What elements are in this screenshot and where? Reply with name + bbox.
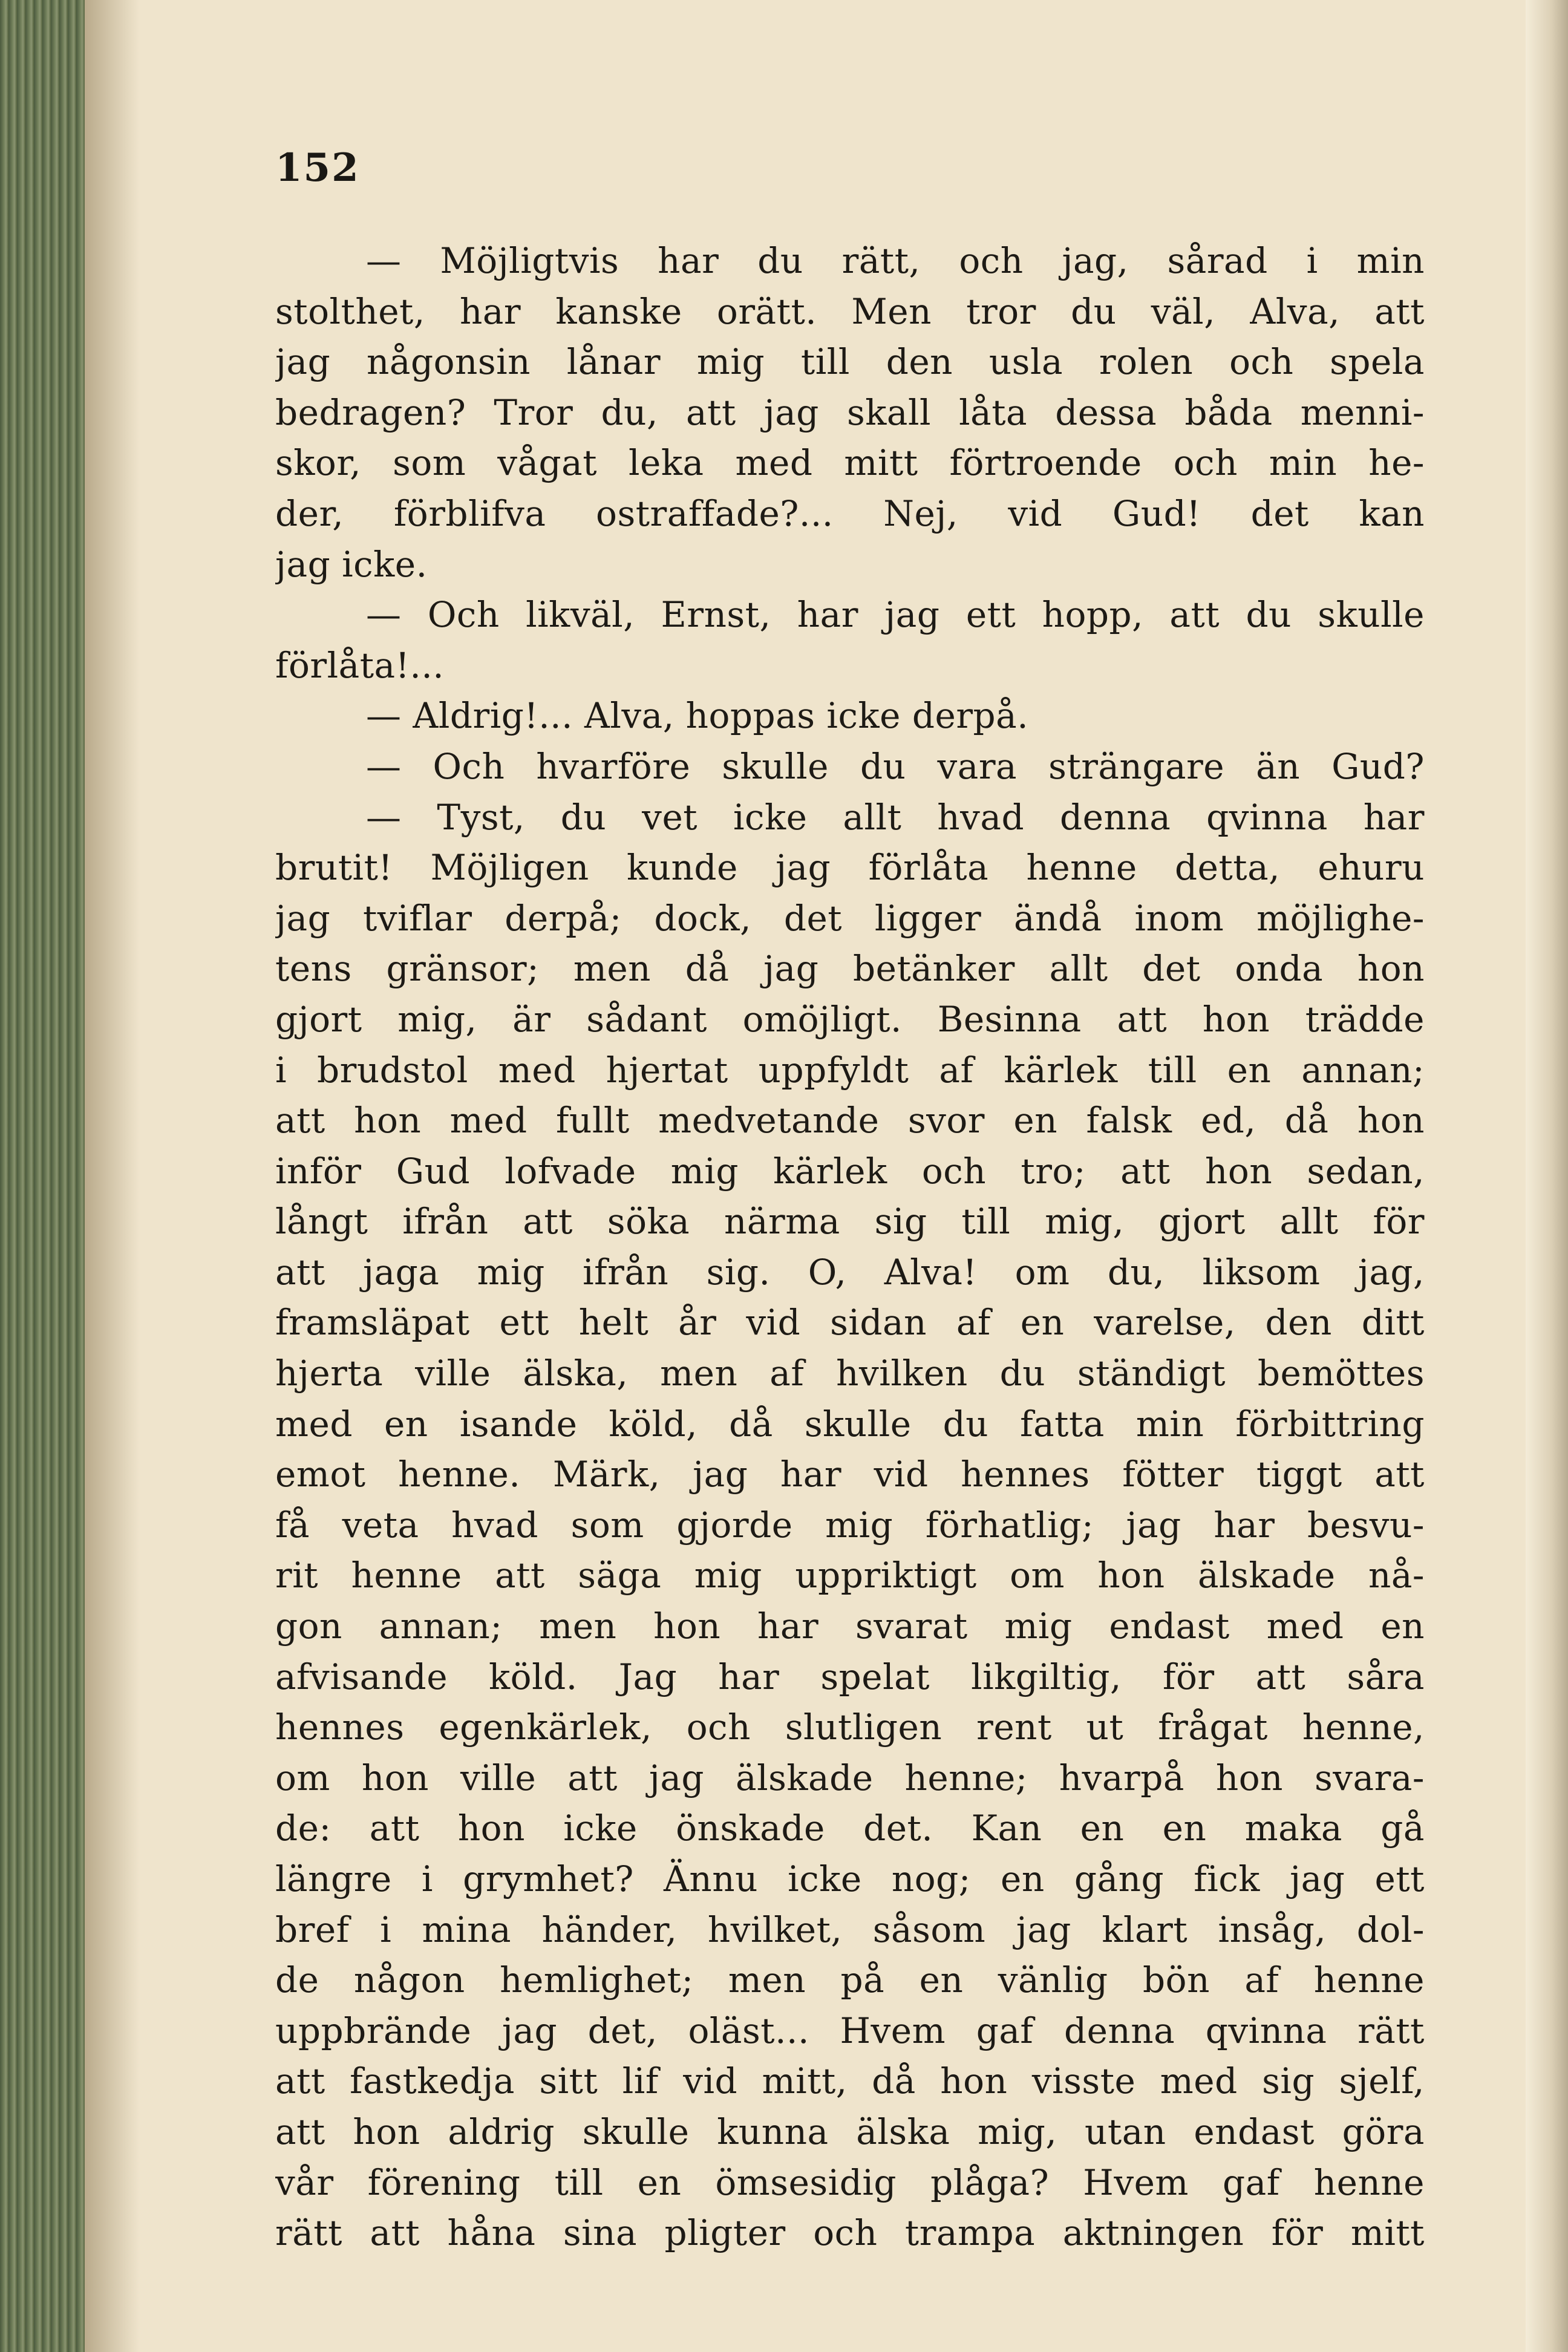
text-line: skor, som vågat leka med mitt förtroende och min he- bbox=[275, 442, 1425, 484]
text-line: framsläpat ett helt år vid sidan af en varelse, den ditt bbox=[275, 1302, 1425, 1344]
text-line: jag icke. bbox=[275, 543, 428, 585]
text-line: rätt att håna sina pligter och trampa aktningen för mitt bbox=[275, 2212, 1425, 2254]
page-edge bbox=[1526, 0, 1568, 2352]
text-line: — Möjligtvis har du rätt, och jag, sårad i min bbox=[366, 240, 1425, 281]
text-line: emot henne. Märk, jag har vid hennes fötter tiggt att bbox=[275, 1454, 1425, 1495]
text-line: de någon hemlighet; men på en vänlig bön af henne bbox=[275, 1959, 1425, 2001]
text-line: hjerta ville älska, men af hvilken du ständigt bemöttes bbox=[275, 1353, 1425, 1394]
text-line: gon annan; men hon har svarat mig endast med en bbox=[275, 1606, 1425, 1647]
text-line: tens gränsor; men då jag betänker allt det onda hon bbox=[275, 948, 1425, 990]
text-line: brutit! Möjligen kunde jag förlåta henne detta, ehuru bbox=[275, 847, 1425, 889]
gutter-shadow bbox=[85, 0, 139, 2352]
text-body bbox=[275, 236, 1425, 2259]
text-line: långt ifrån att söka närma sig till mig, gjort allt för bbox=[275, 1201, 1425, 1243]
text-line: om hon ville att jag älskade henne; hvarpå hon svara- bbox=[275, 1757, 1425, 1798]
text-line: att hon med fullt medvetande svor en falsk ed, då hon bbox=[275, 1100, 1425, 1142]
text-line: att hon aldrig skulle kunna älska mig, utan endast göra bbox=[275, 2111, 1425, 2152]
text-line: vår förening till en ömsesidig plåga? Hvem gaf henne bbox=[275, 2161, 1425, 2203]
text-line: — Tyst, du vet icke allt hvad denna qvinna har bbox=[366, 796, 1425, 838]
text-line: bref i mina händer, hvilket, såsom jag klart insåg, dol- bbox=[275, 1909, 1425, 1950]
text-line: — Och likväl, Ernst, har jag ett hopp, att du skulle bbox=[366, 594, 1425, 636]
text-line: rit henne att säga mig uppriktigt om hon älskade nå- bbox=[275, 1555, 1425, 1596]
text-line: stolthet, har kanske orätt. Men tror du väl, Alva, att bbox=[275, 290, 1425, 332]
text-line: förlåta!... bbox=[275, 644, 445, 686]
text-line: få veta hvad som gjorde mig förhatlig; jag har besvu- bbox=[275, 1504, 1425, 1546]
text-line: jag någonsin lånar mig till den usla rolen och spela bbox=[275, 341, 1425, 383]
text-line: — Aldrig!... Alva, hoppas icke derpå. bbox=[366, 695, 1029, 737]
text-line: längre i grymhet? Ännu icke nog; en gång fick jag ett bbox=[275, 1858, 1425, 1900]
text-line: hennes egenkärlek, och slutligen rent ut frågat henne, bbox=[275, 1707, 1425, 1748]
text-line: att jaga mig ifrån sig. O, Alva! om du, liksom jag, bbox=[275, 1251, 1425, 1293]
text-line: de: att hon icke önskade det. Kan en en maka gå bbox=[275, 1808, 1425, 1849]
book-page bbox=[275, 145, 1425, 2323]
book-gutter bbox=[0, 0, 85, 2352]
text-line: jag tviflar derpå; dock, det ligger ändå inom möjlighe- bbox=[275, 897, 1425, 939]
text-line: inför Gud lofvade mig kärlek och tro; att hon sedan, bbox=[275, 1150, 1425, 1192]
text-line: — Och hvarföre skulle du vara strängare än Gud? bbox=[366, 745, 1425, 787]
text-line: gjort mig, är sådant omöjligt. Besinna att hon trädde bbox=[275, 998, 1425, 1040]
text-line: der, förblifva ostraffade?... Nej, vid Gud! det kan bbox=[275, 492, 1425, 534]
text-line: i brudstol med hjertat uppfyldt af kärlek till en annan; bbox=[275, 1049, 1425, 1091]
text-line: uppbrände jag det, oläst... Hvem gaf denna qvinna rätt bbox=[275, 2010, 1425, 2051]
page-number: 152 bbox=[275, 145, 360, 191]
text-line: afvisande köld. Jag har spelat likgiltig, för att såra bbox=[275, 1656, 1425, 1697]
text-line: att fastkedja sitt lif vid mitt, då hon visste med sig sjelf, bbox=[275, 2060, 1425, 2102]
text-line: bedragen? Tror du, att jag skall låta dessa båda menni- bbox=[275, 391, 1425, 433]
text-line: med en isande köld, då skulle du fatta min förbittring bbox=[275, 1403, 1425, 1445]
